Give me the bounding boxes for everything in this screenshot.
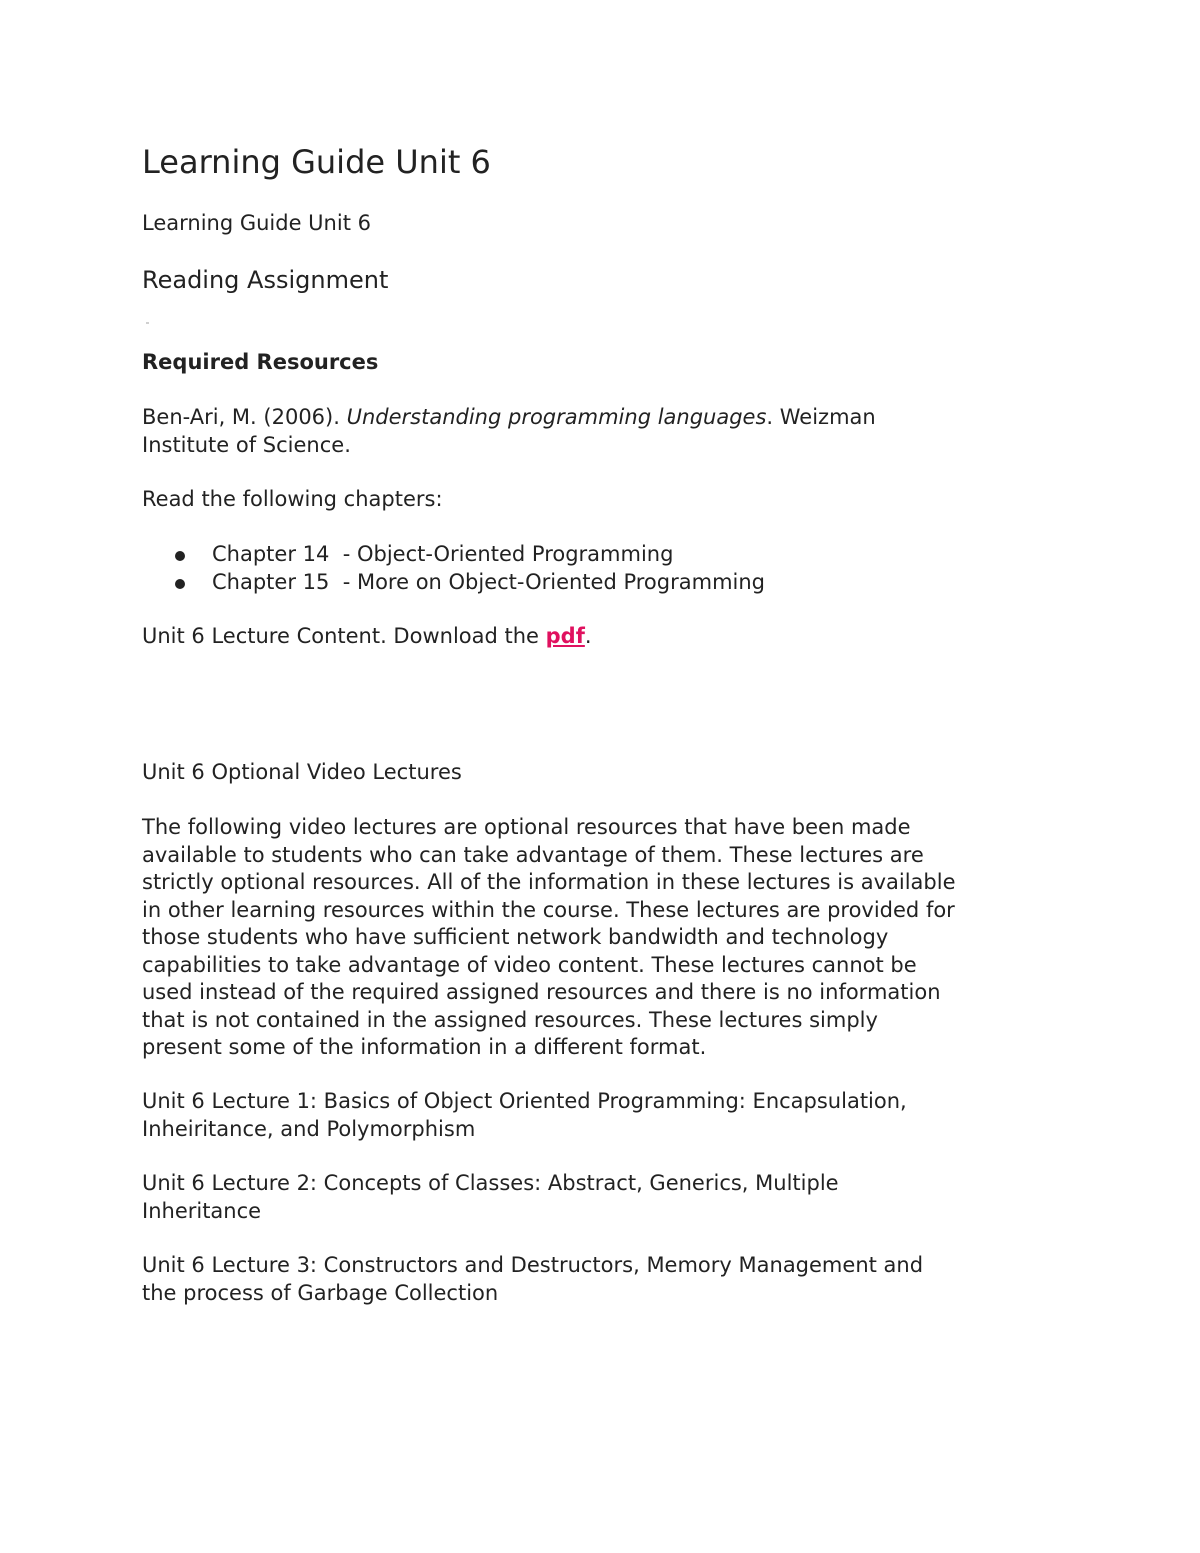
- page-title: Learning Guide Unit 6: [142, 143, 491, 181]
- lecture-1-item: Unit 6 Lecture 1: Basics of Object Oriented Programming: Encapsulation, Inheiritance, and Polymorphism: [142, 1089, 907, 1141]
- pdf-download-link[interactable]: pdf: [545, 624, 585, 648]
- chapter-list: [142, 541, 765, 596]
- lecture-2-item: Unit 6 Lecture 2: Concepts of Classes: Abstract, Generics, Multiple Inheritance: [142, 1171, 839, 1223]
- bullet-icon: [175, 579, 185, 589]
- chapter-label: Chapter 15 - More on Object-Oriented Programming: [212, 569, 766, 594]
- citation-suffix: . Weizman Institute of Science.: [142, 405, 876, 457]
- lecture-content-text: Unit 6 Lecture Content. Download the: [142, 624, 546, 648]
- list-item: [142, 569, 765, 597]
- bullet-icon: [175, 551, 185, 561]
- stray-mark: [146, 322, 149, 324]
- citation-book-title: Understanding programming languages: [346, 405, 767, 429]
- video-lectures-description: The following video lectures are optional resources that have been made available to students who can take advantage of them. These lectures are strictly optional resources. All of the information in these lectures is available in other learning resources within the course. These lectures are provided for those students who have sufficient network bandwidth and technology capabilities to take advantage of video content. These lectures cannot be used instead of the required assigned resources and there is no information that is not contained in the assigned resources. These lectures simply present some of the information in a different format.: [142, 815, 956, 1059]
- reading-assignment-heading: Reading Assignment: [142, 266, 389, 294]
- page-subtitle: Learning Guide Unit 6: [142, 211, 371, 235]
- read-chapters-intro: Read the following chapters:: [142, 487, 443, 511]
- citation-prefix: Ben-Ari, M. (2006).: [142, 405, 347, 429]
- required-resources-heading: Required Resources: [142, 350, 379, 374]
- lecture-content-line: [142, 623, 1082, 651]
- chapter-label: Chapter 14 - Object-Oriented Programming: [212, 542, 674, 566]
- lecture-3-item: Unit 6 Lecture 3: Constructors and Destructors, Memory Management and the process of Garbage Collection: [142, 1253, 924, 1305]
- list-item: [142, 541, 765, 569]
- lecture-content-end: .: [584, 624, 592, 648]
- citation: [142, 404, 1082, 459]
- video-lectures-heading: Unit 6 Optional Video Lectures: [142, 760, 462, 784]
